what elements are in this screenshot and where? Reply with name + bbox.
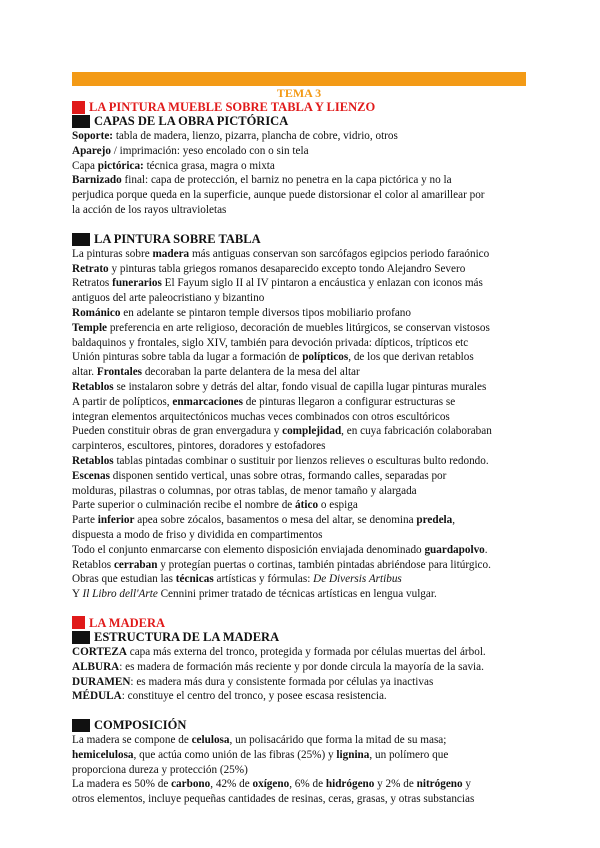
- section-heading-pintura-mueble: [72, 100, 526, 114]
- document-page: [72, 72, 526, 807]
- text-line: Todo el conjunto enmarcarse con elemento disposición enviajada denominado guardapolvo.: [72, 543, 488, 556]
- tabla-paragraph: [72, 247, 526, 602]
- text-line: otros elementos, incluye pequeñas cantidades de resinas, ceras, grasas, y otras substancias: [72, 793, 475, 806]
- text-line: Pueden constituir obras de gran envergadura y complejidad, en cuya fabricación colaboraban: [72, 425, 492, 438]
- text-line: hemicelulosa, que actúa como unión de las fibras (25%) y lignina, un polímero que: [72, 748, 449, 761]
- section-heading-madera: [72, 616, 526, 630]
- text-line: carpinteros, escultores, pintores, doradores y estofadores: [72, 440, 326, 453]
- text-line: La madera se compone de celulosa, un polisacárido que forma la mitad de su masa;: [72, 734, 447, 747]
- text-line: la acción de los rayos ultravioletas: [72, 203, 227, 216]
- text-line: dispuesta a modo de friso y dividida en compartimentos: [72, 528, 323, 541]
- text-line: Escenas disponen sentido vertical, unas sobre otras, formando calles, separadas por: [72, 469, 447, 482]
- text-line: MÉDULA: constituye el centro del tronco, y posee escasa resistencia.: [72, 690, 387, 703]
- subheading-text: CAPAS DE LA OBRA PICTÓRICA: [94, 114, 289, 128]
- section-heading-text: LA MADERA: [89, 615, 166, 630]
- text-line: Temple preferencia en arte religioso, decoración de muebles litúrgicos, se conservan vistosos: [72, 321, 490, 334]
- text-line: altar. Frontales decoraban la parte delantera de la mesa del altar: [72, 366, 360, 379]
- text-line: Obras que estudian las técnicas artísticas y fórmulas: De Diversis Artibus: [72, 573, 402, 586]
- text-line: integran elementos arquitectónicos muchas veces combinados con otros escultóricos: [72, 410, 450, 423]
- text-line: molduras, pilastras o columnas, por otras tablas, de menor tamaño y alargada: [72, 484, 417, 497]
- text-line: Capa pictórica: técnica grasa, magra o mixta: [72, 159, 275, 172]
- composicion-paragraph: [72, 733, 526, 807]
- subheading-text: ESTRUCTURA DE LA MADERA: [94, 629, 280, 644]
- text-line: A partir de polípticos, enmarcaciones de pinturas llegaron a configurar estructuras se: [72, 395, 456, 408]
- text-line: ALBURA: es madera de formación más reciente y por donde circula la mayoría de la savia.: [72, 660, 484, 673]
- text-line: Retrato y pinturas tabla griegos romanos desaparecido excepto tondo Alejandro Severo: [72, 262, 466, 275]
- text-line: Parte inferior apea sobre zócalos, basamentos o mesa del altar, se denomina predela,: [72, 514, 456, 527]
- text-line: Románico en adelante se pintaron temple diversos tipos mobiliario profano: [72, 306, 411, 319]
- text-line: Soporte: tabla de madera, lienzo, pizarra, plancha de cobre, vidrio, otros: [72, 130, 398, 142]
- text-line: antiguos del arte paleocristiano y bizantino: [72, 292, 265, 305]
- text-line: Retablos se instalaron sobre y detrás del altar, fondo visual de capilla lugar pinturas murales: [72, 380, 487, 393]
- text-line: Unión pinturas sobre tabla da lugar a formación de polípticos, de los que derivan retablos: [72, 351, 474, 364]
- text-line: Y Il Libro dell'Arte Cennini primer tratado de técnicas artísticas en lengua vulgar.: [72, 588, 437, 601]
- subheading-pintura-tabla: [72, 232, 526, 247]
- subheading-capas: [72, 114, 526, 129]
- subheading-estructura: [72, 630, 526, 645]
- text-line: baldaquinos y frontales, siglo XIV, también para devoción privada: dípticos, trípticos etc: [72, 336, 469, 349]
- black-square-icon: [72, 115, 90, 128]
- capas-paragraph: [72, 129, 526, 218]
- text-line: Retablos cerraban y protegían puertas o cortinas, también pintadas abriéndose para litúrgico.: [72, 558, 491, 571]
- text-line: Aparejo / imprimación: yeso encolado con o sin tela: [72, 144, 309, 157]
- text-line: Retablos tablas pintadas combinar o sustituir por lienzos relieves o esculturas bulto redondo.: [72, 454, 489, 467]
- red-square-icon: [72, 101, 85, 114]
- text-line: Barnizado final: capa de protección, el barniz no penetra en la capa pictórica y no la: [72, 174, 452, 187]
- red-square-icon: [72, 616, 85, 629]
- tema-title: TEMA 3: [276, 86, 322, 100]
- section-heading-text: LA PINTURA MUEBLE SOBRE TABLA Y LIENZO: [89, 100, 376, 114]
- text-line: DURAMEN: es madera más dura y consistente formada por células ya inactivas: [72, 675, 434, 688]
- black-square-icon: [72, 233, 90, 246]
- black-square-icon: [72, 719, 90, 732]
- estructura-paragraph: [72, 645, 526, 704]
- text-line: proporciona dureza y protección (25%): [72, 763, 248, 776]
- text-line: Retratos funerarios El Fayum siglo II al IV pintaron a encáustica y enlazan con iconos más: [72, 277, 483, 290]
- header-bar: [72, 72, 526, 86]
- text-line: La madera es 50% de carbono, 42% de oxígeno, 6% de hidrógeno y 2% de nitrógeno y: [72, 778, 472, 791]
- text-line: La pinturas sobre madera más antiguas conservan son sarcófagos egipcios periodo faraónico: [72, 247, 490, 260]
- subheading-text: COMPOSICIÓN: [94, 718, 187, 733]
- text-line: perjudica porque queda en la superficie, aunque puede distorsionar el color al amarillear por: [72, 189, 485, 202]
- subheading-composicion: [72, 718, 526, 733]
- black-square-icon: [72, 631, 90, 644]
- text-line: Parte superior o culminación recibe el nombre de ático o espiga: [72, 499, 358, 512]
- subheading-text: LA PINTURA SOBRE TABLA: [94, 231, 261, 246]
- text-line: CORTEZA capa más externa del tronco, protegida y formada por células muertas del árbol.: [72, 645, 486, 658]
